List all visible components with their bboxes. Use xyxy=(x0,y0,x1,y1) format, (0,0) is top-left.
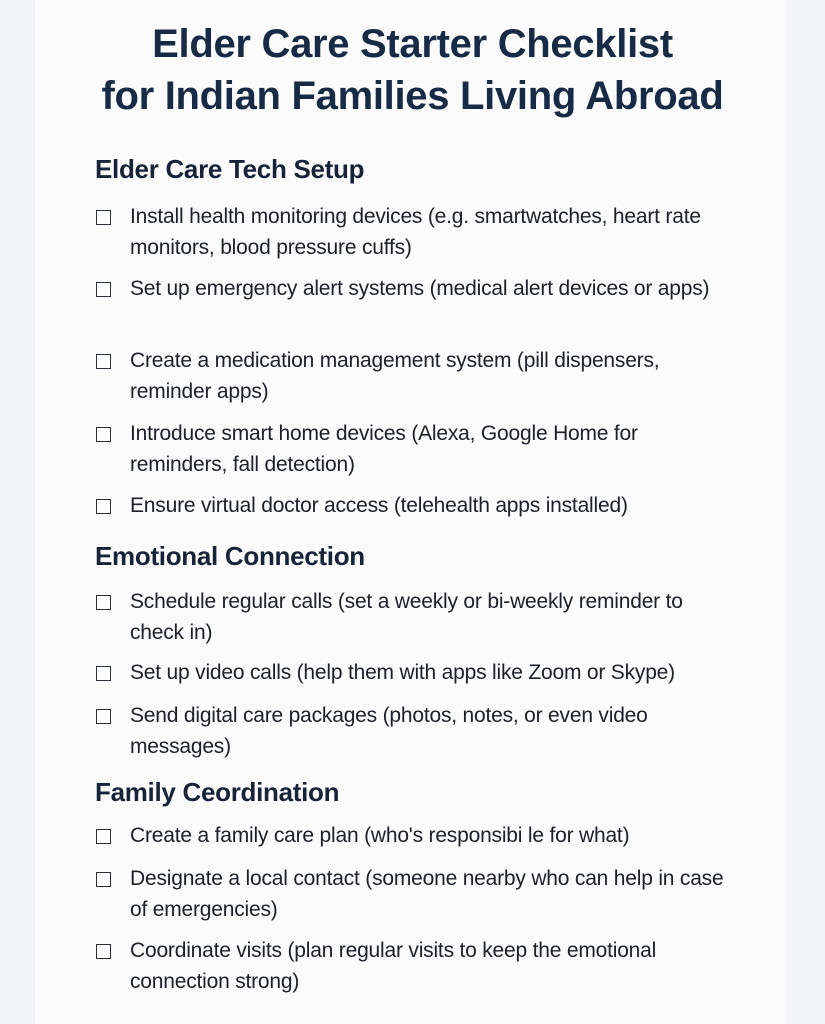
checklist-item-text: Set up video calls (help them with apps like Zoom or Skype) xyxy=(130,661,675,684)
checklist-item-text: Schedule regular calls (set a weekly or bi-weekly reminder to check in) xyxy=(130,590,683,644)
section-heading-family-coordination: Family Ceordination xyxy=(95,777,340,807)
checkbox-icon[interactable] xyxy=(96,427,111,442)
checkbox-icon[interactable] xyxy=(96,709,111,724)
section-heading-tech-setup: Elder Care Tech Setup xyxy=(95,154,365,184)
checklist-item-text: Install health monitoring devices (e.g. smartwatches, heart rate monitors, blood pressure cuffs) xyxy=(130,205,701,259)
checkbox-icon[interactable] xyxy=(96,829,111,844)
title-line-2: for Indian Families Living Abroad xyxy=(101,74,724,118)
title-line-1: Elder Care Starter Checklist xyxy=(152,22,673,66)
checklist-item-text: Ensure virtual doctor access (telehealth apps installed) xyxy=(130,494,628,517)
checkbox-icon[interactable] xyxy=(96,354,111,369)
checklist-item-text: Designate a local contact (someone nearby who can help in case of emergencies) xyxy=(130,867,724,921)
checklist-item-text: Introduce smart home devices (Alexa, Google Home for reminders, fall detection) xyxy=(130,422,638,476)
checkbox-icon[interactable] xyxy=(96,666,111,681)
checkbox-icon[interactable] xyxy=(96,944,111,959)
checkbox-icon[interactable] xyxy=(96,499,111,514)
section-heading-emotional-connection: Emotional Connection xyxy=(95,541,365,571)
checklist-item-text: Create a medication management system (pill dispensers, reminder apps) xyxy=(130,349,660,403)
checkbox-icon[interactable] xyxy=(96,595,111,610)
checkbox-icon[interactable] xyxy=(96,210,111,225)
checklist-item-text: Send digital care packages (photos, notes, or even video messages) xyxy=(130,704,648,758)
checklist-item-text: Coordinate visits (plan regular visits to keep the emotional connection strong) xyxy=(130,939,657,993)
checkbox-icon[interactable] xyxy=(96,872,111,887)
checklist-item-text: Create a family care plan (who's responsibi le for what) xyxy=(130,824,630,847)
page-title xyxy=(0,18,825,122)
checkbox-icon[interactable] xyxy=(96,282,111,297)
checklist-item-text: Set up emergency alert systems (medical alert devices or apps) xyxy=(130,277,710,300)
